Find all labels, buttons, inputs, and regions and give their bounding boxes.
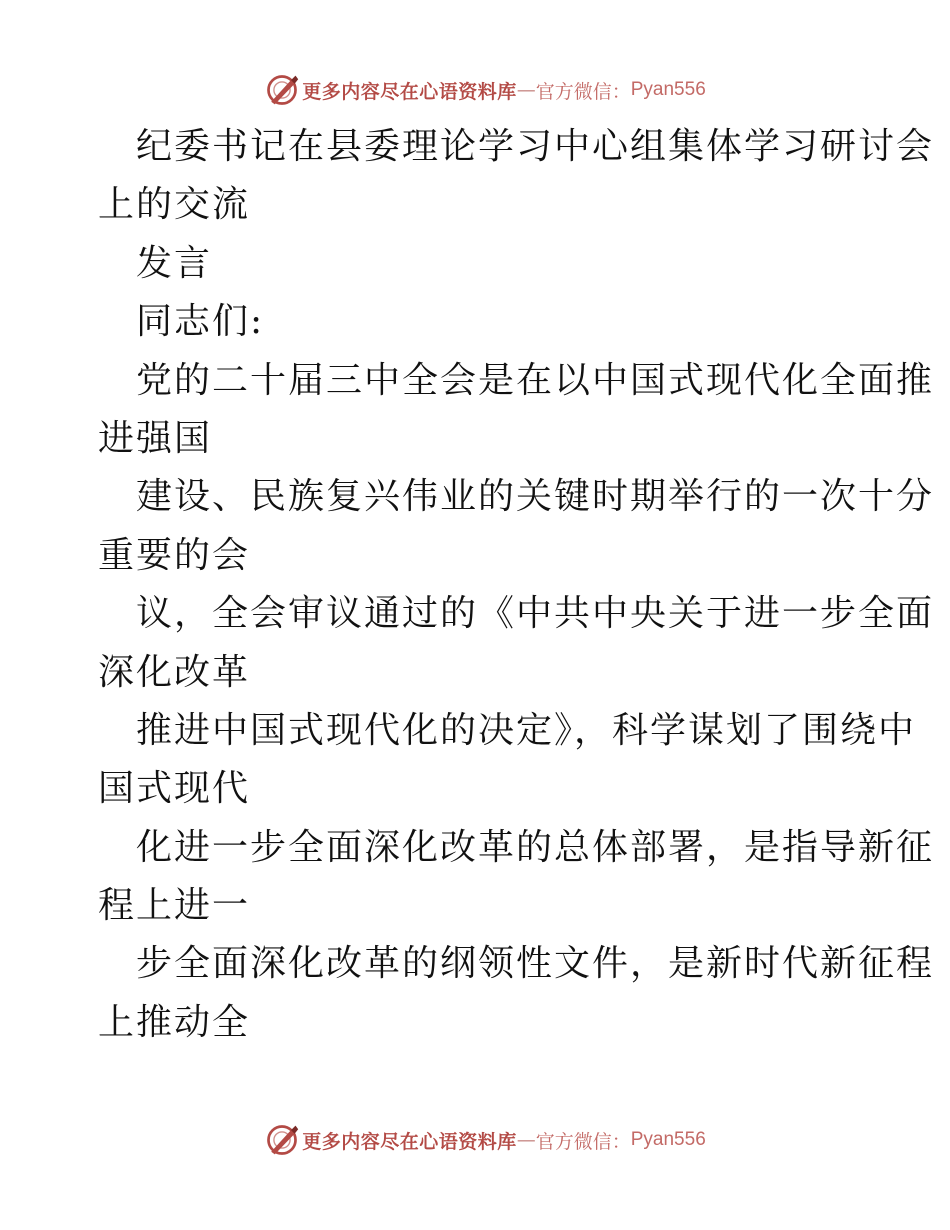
document-body — [98, 118, 935, 1052]
document-line: 进强国 — [98, 417, 213, 459]
header-banner — [0, 70, 950, 110]
header-banner-wechat-label: 官方微信： — [535, 80, 631, 103]
document-line: 国式现代 — [98, 768, 251, 810]
pen-nib-circle-logo-icon — [264, 1122, 300, 1158]
document-line: 纪委书记在县委理论学习中心组集体学习研讨会 — [136, 126, 935, 167]
document-line: 推进中国式现代化的决定》，科学谋划了围绕中 — [136, 709, 917, 751]
pen-nib-circle-logo-icon — [264, 72, 300, 108]
document-line: 党的二十届三中全会是在以中国式现代化全面推 — [136, 359, 935, 401]
document-line: 重要的会 — [98, 534, 251, 576]
footer-banner-wechat-id: Pyan556 — [630, 1129, 706, 1150]
header-banner-separator: — — [516, 79, 536, 101]
header-banner-title: 更多内容尽在心语资料库 — [302, 80, 517, 103]
document-line: 建设、民族复兴伟业的关键时期举行的一次十分 — [136, 476, 935, 518]
document-line: 化进一步全面深化改革的总体部署，是指导新征 — [136, 826, 935, 868]
document-line: 步全面深化改革的纲领性文件，是新时代新征程 — [136, 943, 935, 985]
footer-banner-title: 更多内容尽在心语资料库 — [302, 1130, 517, 1153]
footer-banner — [0, 1120, 950, 1160]
header-banner-content — [264, 72, 706, 108]
footer-banner-separator: — — [516, 1129, 536, 1151]
document-line: 同志们: — [136, 301, 265, 343]
document-line: 发言 — [136, 242, 213, 284]
footer-banner-wechat-label: 官方微信： — [535, 1130, 631, 1153]
document-line: 上的交流 — [98, 184, 251, 226]
document-line: 议，全会审议通过的《中共中央关于进一步全面 — [136, 593, 935, 635]
header-banner-wechat-id: Pyan556 — [630, 79, 706, 100]
document-line: 深化改革 — [98, 651, 251, 693]
document-line: 程上进一 — [98, 885, 251, 927]
document-line: 上推动全 — [98, 1001, 251, 1043]
footer-banner-content — [264, 1122, 706, 1158]
